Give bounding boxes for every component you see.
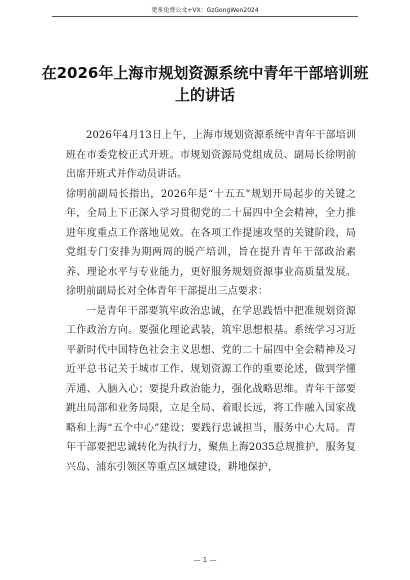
page-number: — 1 — [193,556,217,564]
header-note: 更多免费公文+VX：GzGongWen2024 [151,7,259,14]
document-body [66,126,356,477]
paragraph-remarks: 徐明前副局长指出，2026年是“十五五”规划开局起步的关键之年，全局上下正深入学习贯彻党的二十届四中全会精神，全力推进年度重点工作落地见效。在各项工作提速攻坚的关键阶段，局党组专门安排为期两周的脱产培训，旨在提升青年干部政治素养、理论水平与专业能力，更好服务规划资源事业高质量发展。徐明前副局长对全体青年干部提出三点要求： [66,188,356,297]
paragraph-opening: 2026年4月13日上午，上海市规划资源系统中青年干部培训班在市委党校正式开班。市规划资源局党组成员、副局长徐明前出席开班式并作动员讲话。 [66,130,356,180]
header-divider [52,16,358,17]
paragraph-requirement-one: 一是青年干部要筑牢政治忠诚，在学思践悟中把准规划资源工作政治方向。要强化理论武装，筑牢思想根基。系统学习习近平新时代中国特色社会主义思想、党的二十届四中全会精神及习近平总书记关于城市工作、规划资源工作的重要论述，做到学懂弄通、入脑入心；要提升政治能力，强化战略思维。青年干部要跳出局部和业务局限，立足全局、着眼长远，将工作融入国家战略和上海“五个中心”建设；要践行忠诚担当，服务中心大局。青年干部要把忠诚转化为执行力，聚焦上海2035总规推护，服务复兴岛、浦东引领区等重点区域建设，耕地保护， [66,305,356,473]
document-title: 在2026年上海市规划资源系统中青年干部培训班上的讲话 [41,64,369,104]
